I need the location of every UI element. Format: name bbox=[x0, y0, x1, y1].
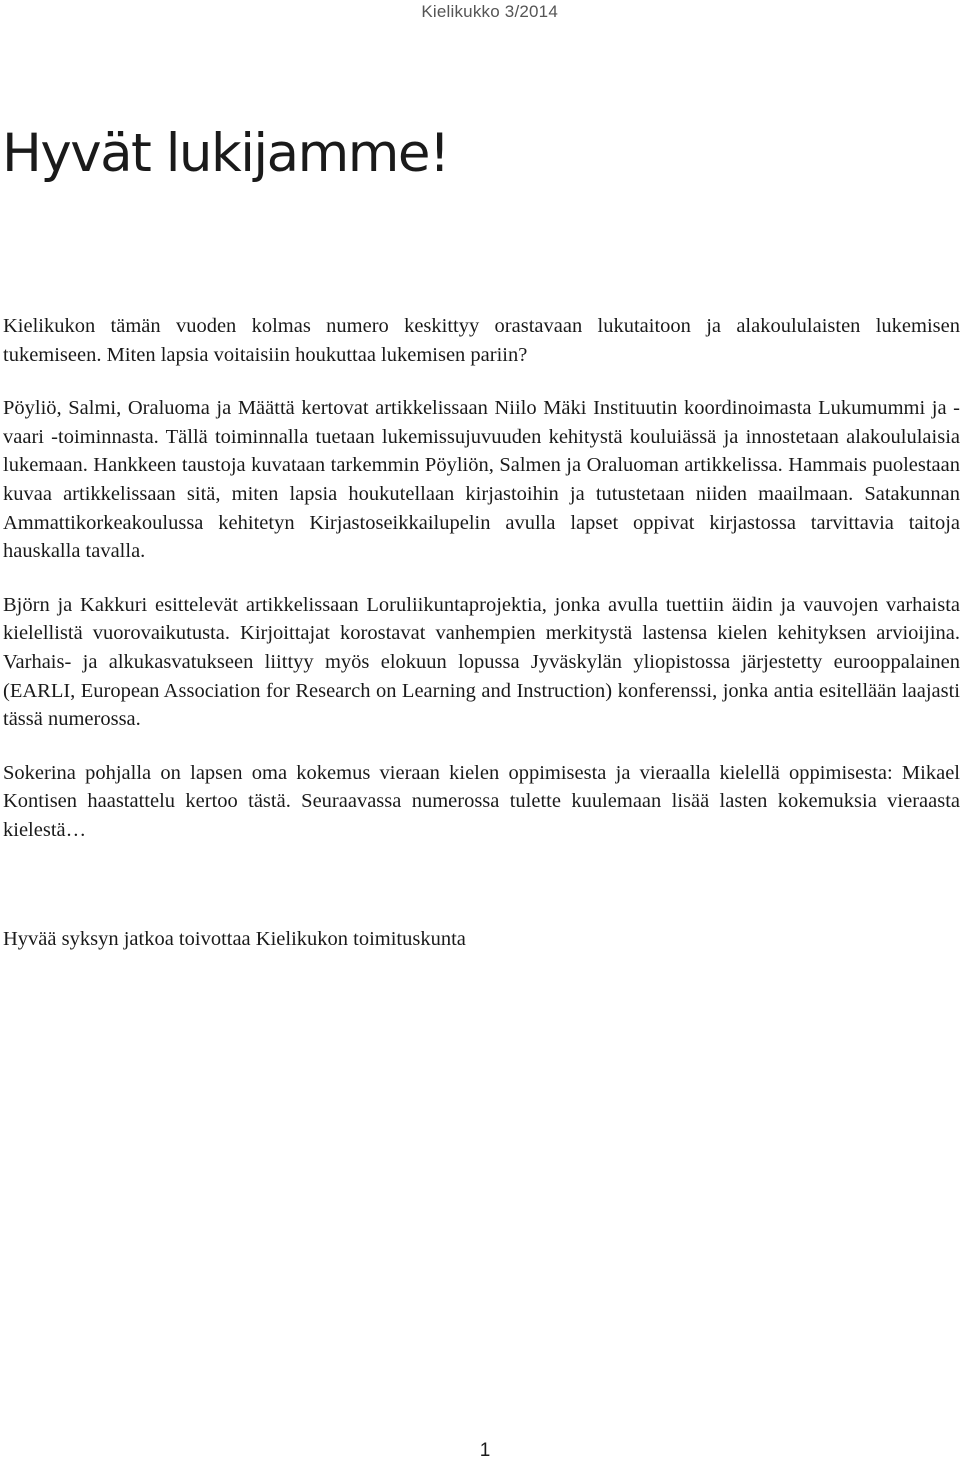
paragraph: Pöyliö, Salmi, Oraluoma ja Määttä kertovat artikkelissaan Niilo Mäki Instituutin koordinoimasta Lukumummi ja -vaari -toiminnasta. Tällä toiminnalla tuetaan lukemissujuvuuden kehitystä kouluiässä ja innostetaan alakoululaisia lukemaan. Hankkeen taustoja kuvataan tarkemmin Pöyliön, Salmen ja Oraluoman artikkelissa. Hammais puolestaan kuvaa artikkelissaan sitä, miten lapsia houkutellaan kirjastoihin ja tutustetaan niiden maailmaan. Satakunnan Ammattikorkeakoulussa kehitetyn Kirjastoseikkailupelin avulla lapset oppivat kirjastossa tarvittavia taitoja hauskalla tavalla. bbox=[3, 397, 960, 563]
editorial-signature: Hyvää syksyn jatkoa toivottaa Kielikukon toimituskunta bbox=[3, 928, 466, 950]
editorial-body bbox=[3, 312, 960, 870]
page-title: Hyvät lukijamme! bbox=[2, 123, 449, 184]
paragraph: Sokerina pohjalla on lapsen oma kokemus vieraan kielen oppimisesta ja vieraalla kielellä oppimisesta: Mikael Kontisen haastattelu kertoo tästä. Seuraavassa numerossa tulette kuulemaan lisää lasten kokemuksia vieraasta kielestä… bbox=[3, 761, 960, 841]
paragraph: Kielikukon tämän vuoden kolmas numero keskittyy orastavaan lukutaitoon ja alakoululaisten lukemisen tukemiseen. Miten lapsia voitaisiin houkuttaa lukemisen pariin? bbox=[3, 315, 960, 366]
running-header bbox=[0, 2, 960, 22]
page-number bbox=[0, 1440, 960, 1462]
running-header-title: Kielikukko 3/2014 bbox=[421, 2, 558, 21]
paragraph: Björn ja Kakkuri esittelevät artikkelissaan Loruliikuntaprojektia, jonka avulla tuettiin äidin ja vauvojen varhaista kielellistä vuorovaikutusta. Kirjoittajat korostavat vanhempien merkitystä lastensa kielen kehityksen arvioijina. Varhais- ja alkukasvatukseen liittyy myös elokuun lopussa Jyväskylän yliopistossa järjestetty eurooppalainen (EARLI, European Association for Research on Learning and Instruction) konferenssi, jonka antia esitellään laajasti tässä numerossa. bbox=[3, 593, 960, 731]
page-number-value: 1 bbox=[479, 1440, 491, 1461]
